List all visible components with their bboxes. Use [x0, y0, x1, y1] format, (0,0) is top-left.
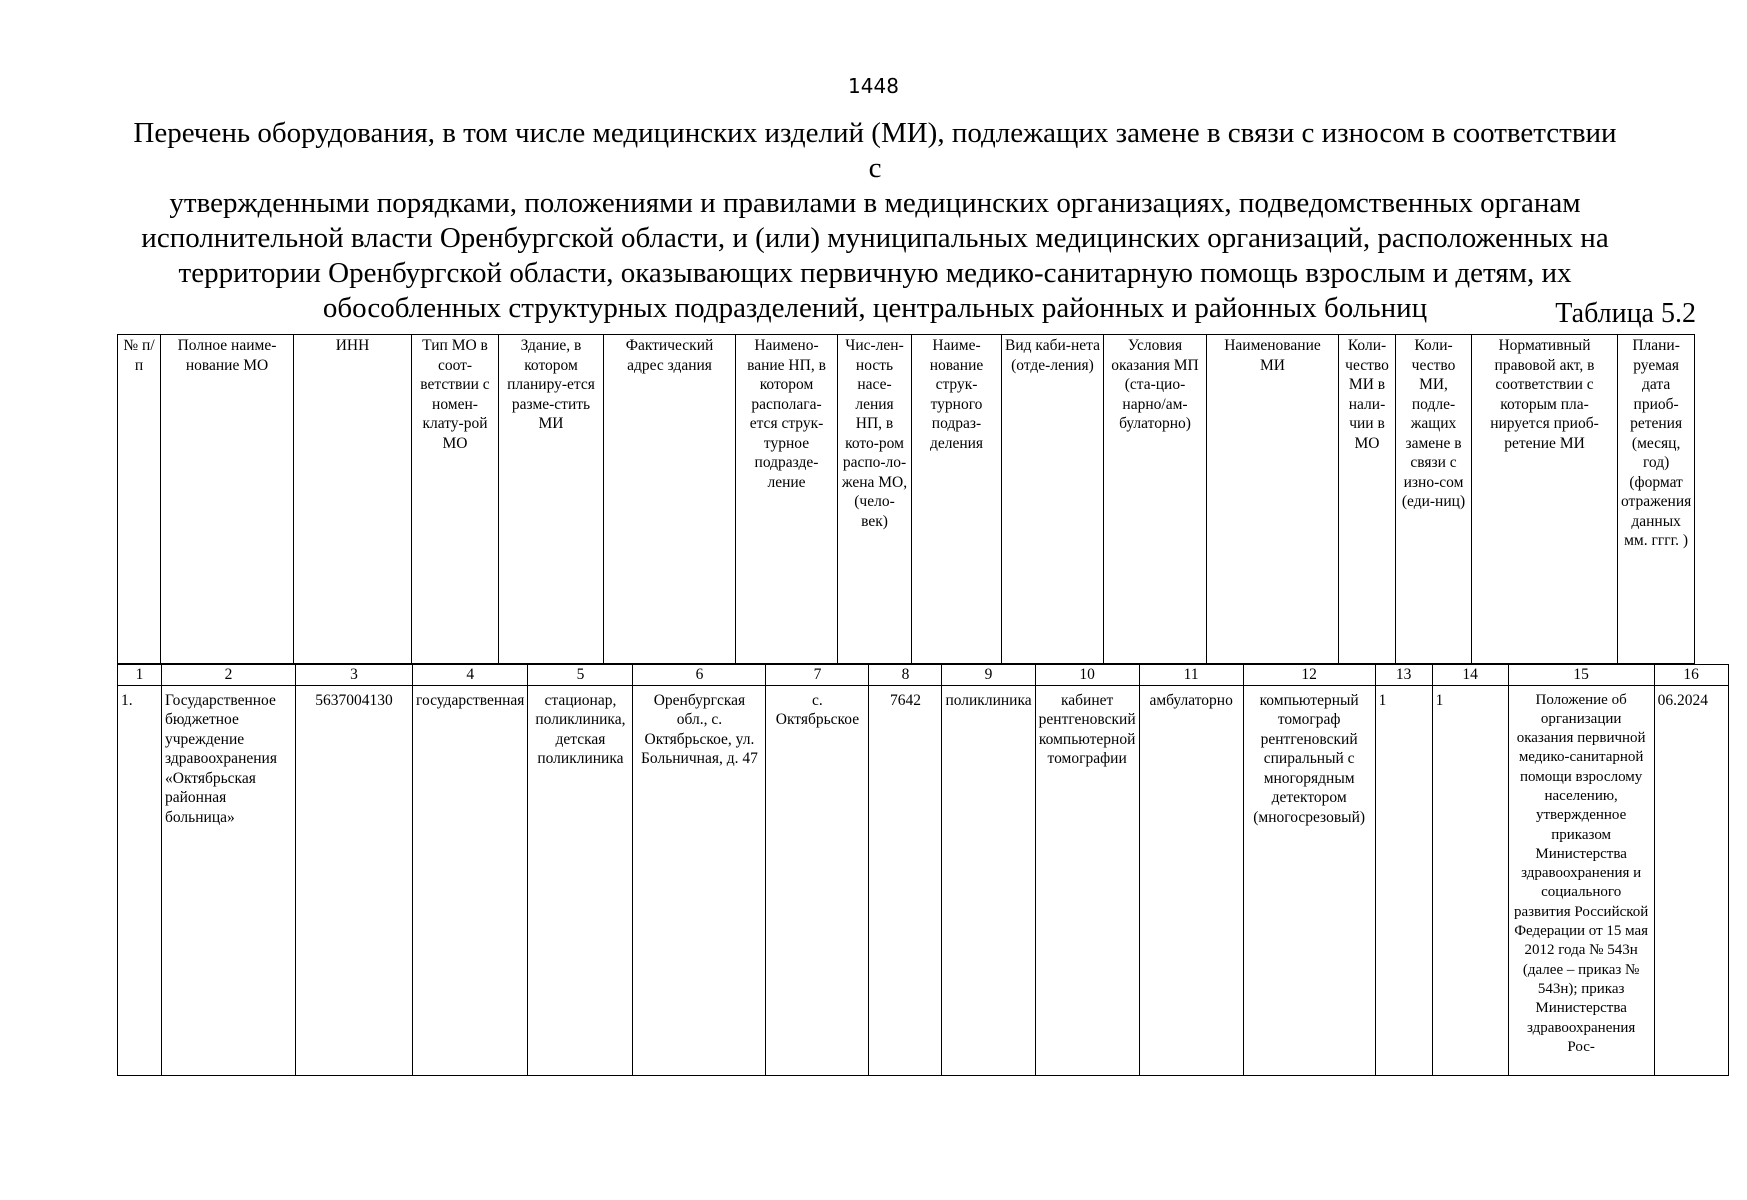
cell-population: 7642 — [869, 685, 942, 1075]
column-number: 3 — [296, 665, 413, 686]
title-line: утвержденными порядками, положениями и правилами в медицинских организациях, подведомственных органам — [169, 187, 1581, 219]
header-cell: Условия оказания МП (ста-цио-нарно/ам-булаторно) — [1104, 335, 1207, 664]
table-row — [118, 685, 1729, 1075]
cell-full-name: Государственное бюджетное учреждение здравоохранения «Октябрьская районная больница» — [162, 685, 296, 1075]
column-number: 2 — [162, 665, 296, 686]
cell-settlement: с. Октябрьское — [766, 685, 869, 1075]
cell-structural-unit: поликлиника — [942, 685, 1035, 1075]
column-number: 1 — [118, 665, 162, 686]
column-number: 7 — [766, 665, 869, 686]
header-cell: Вид каби-нета (отде-ления) — [1002, 335, 1104, 664]
header-cell: Наиме-нование струк-турного подраз-деления — [912, 335, 1002, 664]
header-cell: Наименование МИ — [1207, 335, 1339, 664]
header-cell: Тип МО в соот-ветствии с номен-клату-рой МО — [412, 335, 499, 664]
column-number: 13 — [1375, 665, 1432, 686]
title-line: обособленных структурных подразделений, центральных районных и районных больниц — [322, 292, 1428, 324]
cell-building: стационар, поликлиника, детская поликлиника — [528, 685, 633, 1075]
cell-legal-act: Положение об организации оказания первичной медико-санитарной помощи взрослому населению, утвержденное приказом Министерства здравоохранения и социального развития Российской Федерации от 15 мая 2012 года № 543н (далее – приказ № 543н); приказ Министерства здравоохранения Рос- — [1508, 685, 1654, 1075]
cell-qty-replace: 1 — [1432, 685, 1508, 1075]
header-cell: Здание, в котором планиру-ется разме-стить МИ — [499, 335, 604, 664]
column-number: 9 — [942, 665, 1035, 686]
cell-qty-available: 1 — [1375, 685, 1432, 1075]
header-cell: Наимено-вание НП, в котором располага-ется струк-турное подразде-ление — [736, 335, 838, 664]
cell-address: Оренбургская обл., с. Октябрьское, ул. Больничная, д. 47 — [633, 685, 766, 1075]
cell-mo-type: государственная — [413, 685, 528, 1075]
column-number-row — [118, 665, 1729, 686]
data-table — [117, 664, 1729, 1076]
cell-device-name: компьютерный томограф рентгеновский спиральный с многорядным детектором (многосрезовый) — [1243, 685, 1375, 1075]
cell-row-number: 1. — [118, 685, 162, 1075]
column-number: 15 — [1508, 665, 1654, 686]
header-cell: Чис-лен-ность насе-ления НП, в кото-ром распо-ло-жена МО, (чело-век) — [838, 335, 912, 664]
column-number: 6 — [633, 665, 766, 686]
column-number: 14 — [1432, 665, 1508, 686]
column-number: 8 — [869, 665, 942, 686]
column-number: 5 — [528, 665, 633, 686]
cell-inn: 5637004130 — [296, 685, 413, 1075]
header-cell: Нормативный правовой акт, в соответствии с которым пла-нируется приоб-ретение МИ — [1472, 335, 1618, 664]
header-cell: Полное наиме-нование МО — [161, 335, 294, 664]
cell-cabinet: кабинет рентгеновский компьютерной томографии — [1035, 685, 1139, 1075]
header-cell: Коли-чество МИ в нали-чии в МО — [1339, 335, 1396, 664]
title-line: Перечень оборудования, в том числе медицинских изделий (МИ), подлежащих замене в связи с износом в соответствии с — [133, 117, 1617, 184]
header-cell: Коли-чество МИ, подле-жащих замене в связи с изно-сом (еди-ниц) — [1396, 335, 1472, 664]
title-line: исполнительной власти Оренбургской области, и (или) муниципальных медицинских организаций, расположенных на — [141, 222, 1609, 254]
header-cell: ИНН — [294, 335, 412, 664]
column-number: 10 — [1035, 665, 1139, 686]
table-label: Таблица 5.2 — [1555, 298, 1696, 329]
cell-conditions: амбулаторно — [1139, 685, 1243, 1075]
header-cell: № п/п — [118, 335, 161, 664]
column-number: 4 — [413, 665, 528, 686]
document-title — [130, 116, 1620, 326]
cell-planned-date: 06.2024 — [1654, 685, 1728, 1075]
column-number: 12 — [1243, 665, 1375, 686]
table-header — [117, 334, 1695, 664]
header-cell: Фактический адрес здания — [604, 335, 736, 664]
page-number: 1448 — [848, 74, 899, 98]
column-number: 16 — [1654, 665, 1728, 686]
column-number: 11 — [1139, 665, 1243, 686]
title-line: территории Оренбургской области, оказывающих первичную медико-санитарную помощь взрослым и детям, их — [178, 257, 1572, 289]
header-cell: Плани-руемая дата приоб-ретения (месяц, год) (формат отражения данных мм. гггг. ) — [1618, 335, 1695, 664]
